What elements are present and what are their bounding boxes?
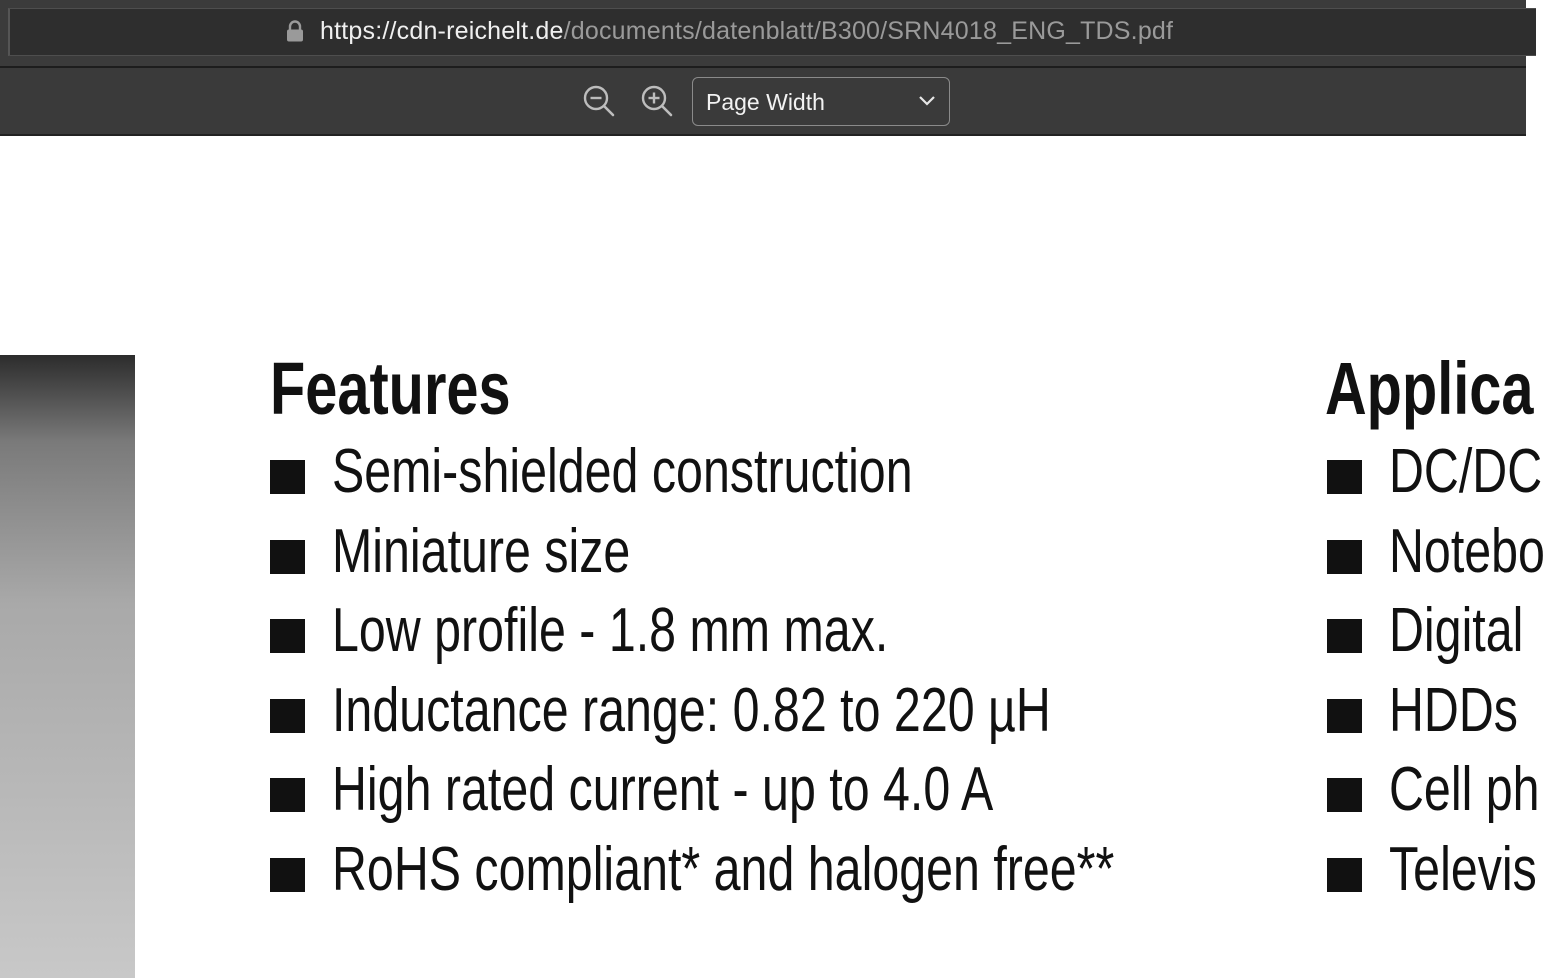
bullet-square-icon bbox=[270, 460, 305, 494]
bullet-square-icon bbox=[270, 540, 305, 574]
bullet-square-icon bbox=[270, 619, 305, 653]
product-photo bbox=[0, 355, 135, 978]
lock-icon bbox=[286, 20, 304, 42]
bullet-square-icon bbox=[270, 778, 305, 812]
feature-text: RoHS compliant* and halogen free** bbox=[332, 834, 1115, 904]
zoom-level-select[interactable] bbox=[692, 77, 950, 126]
bullet-square-icon bbox=[1327, 699, 1362, 733]
features-heading: Features bbox=[270, 347, 511, 430]
application-text: DC/DC bbox=[1389, 437, 1543, 506]
feature-text: Semi-shielded construction bbox=[332, 437, 913, 506]
application-text: Televis bbox=[1389, 834, 1537, 904]
applications-heading: Applica bbox=[1325, 347, 1534, 430]
feature-text: Low profile - 1.8 mm max. bbox=[332, 596, 889, 665]
bullet-square-icon bbox=[1327, 540, 1362, 574]
zoom-level-value: Page Width bbox=[706, 89, 825, 115]
zoom-out-icon[interactable] bbox=[582, 84, 616, 118]
zoom-in-icon[interactable] bbox=[640, 84, 674, 118]
url-host: https://cdn-reichelt.de bbox=[320, 17, 564, 45]
feature-text: Inductance range: 0.82 to 220 µH bbox=[332, 675, 1051, 745]
pdf-toolbar bbox=[0, 68, 1526, 136]
pdf-page bbox=[0, 136, 1545, 978]
bullet-square-icon bbox=[1327, 460, 1362, 494]
url-text[interactable] bbox=[320, 16, 1173, 46]
address-bar bbox=[0, 0, 1526, 68]
application-text: Cell ph bbox=[1389, 755, 1540, 824]
application-text: Notebo bbox=[1389, 516, 1545, 586]
application-text: HDDs bbox=[1389, 675, 1518, 745]
bullet-square-icon bbox=[270, 699, 305, 733]
chevron-down-icon bbox=[917, 94, 937, 108]
feature-text: High rated current - up to 4.0 A bbox=[332, 755, 994, 824]
bullet-square-icon bbox=[1327, 778, 1362, 812]
feature-text: Miniature size bbox=[332, 516, 631, 586]
bullet-square-icon bbox=[1327, 858, 1362, 892]
url-path: /documents/datenblatt/B300/SRN4018_ENG_TDS.pdf bbox=[563, 17, 1174, 45]
bullet-square-icon bbox=[270, 858, 305, 892]
application-text: Digital bbox=[1389, 596, 1524, 665]
bullet-square-icon bbox=[1327, 619, 1362, 653]
